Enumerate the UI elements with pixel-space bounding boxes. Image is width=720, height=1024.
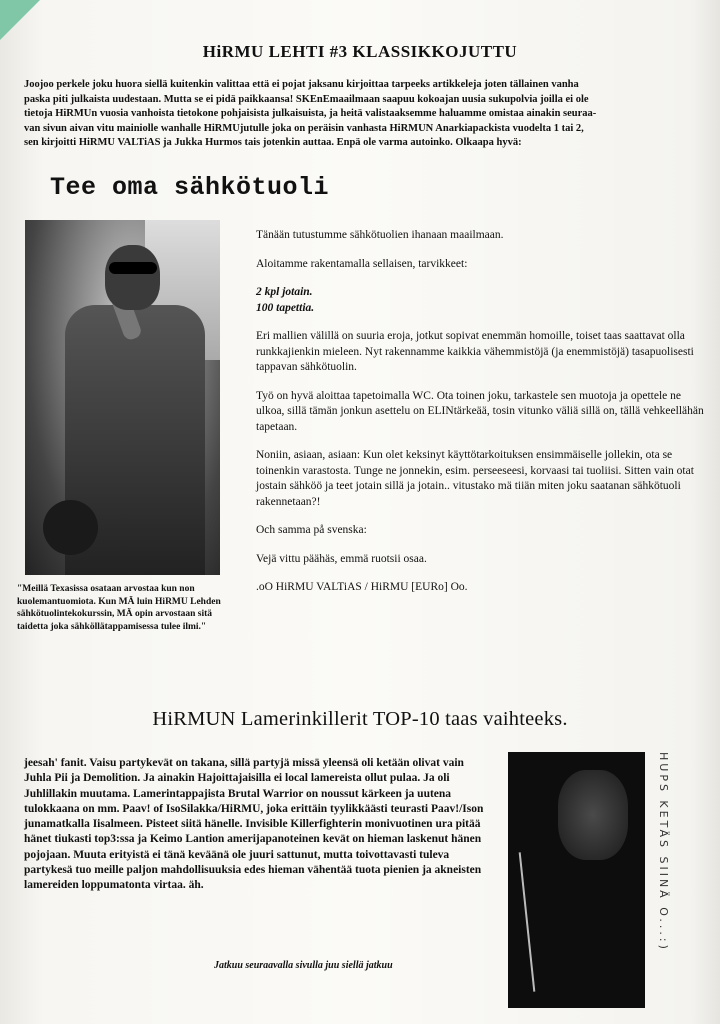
ingredient-item: 2 kpl jotain. bbox=[256, 286, 313, 298]
intro-text bbox=[24, 78, 692, 151]
article-signature: .oO HiRMU VALTiAS / HiRMU [EURo] Oo. bbox=[256, 581, 468, 593]
article-paragraph: Och samma på svenska: bbox=[256, 524, 367, 536]
page-headline: HiRMU LEHTI #3 KLASSIKKOJUTTU bbox=[202, 42, 518, 61]
photo-figure-head bbox=[105, 245, 160, 310]
article-paragraph: Vejä vittu päähäs, emmä ruotsii osaa. bbox=[256, 552, 427, 565]
article-paragraph: Noniin, asiaan, asiaan: Kun olet keksinyt käyttötarkoituksen ensimmäiselle jollekin, ota se toinenkin varastosta. Tunge ne jonnekin, esim. perseeseesi, korvaasi tai tuoliisi. Sitten vain otat jostain sähköö ja teet jotain sillä ja jotain.. vitustako mä tiiän miten joku saatanan sähkötuoli rakennetaan?! bbox=[256, 449, 694, 508]
photo-man-with-sunglasses bbox=[25, 220, 220, 575]
article-paragraph: Eri mallien välillä on suuria eroja, jotkut sopivat enemmän homoille, toiset taas saattavat olla runkkajienkin mieleen. Nyt rakennamme kaikkia vähemmistöjä (ja enemmistöjä) tasapuolisesti tappavan sähkötuolin. bbox=[256, 330, 694, 373]
intro-line: van sivun aivan vitu mainiolle wanhalle HiRMUjutulle joka on peräisin vanhasta HiRMUN Anarkiapackista vuodelta 1 tai 2, bbox=[24, 122, 584, 134]
ingredient-item: 100 tapettia. bbox=[256, 301, 315, 314]
article-paragraph: Työ on hyvä aloittaa tapetoimalla WC. Ota toinen joku, tarkastele sen muotoja ja opettele ne ulkoa, sillä tämän jonkun asettelu on ELINtärkeää, tosin vitunko väliä sillä on, tällä vehkeellähän tapetaan. bbox=[256, 389, 704, 433]
photo-sunglasses bbox=[109, 262, 157, 274]
article-paragraph: Aloitamme rakentamalla sellaisen, tarvikkeet: bbox=[256, 257, 468, 270]
intro-line: paska piti julkaista uudestaan. Mutta se ei pidä paikkaansa! SKEnEmaailmaan saapuu kokoajan uusia sukupolvia joilla ei ole bbox=[24, 93, 589, 105]
section-title: HiRMUN Lamerinkillerit TOP-10 taas vaihteeks. bbox=[152, 708, 568, 730]
section-title: Tee oma sähkötuoli bbox=[50, 173, 330, 202]
intro-line: tietoja HiRMUn vuosia vanhoista tietokone pohjaisista julkaisuista, ja heitä valistaaksemme haluamme omistaa ainakin seuraa- bbox=[24, 108, 597, 119]
intro-line: Joojoo perkele joku huora siellä kuitenkin valittaa että ei pojat jaksanu kirjoittaa tarpeeks artikkeleja joten tällainen vanha bbox=[24, 79, 579, 90]
article-body: jeesah' fanit. Vaisu partykevät on takana, sillä partyjä missä yleensä oli ketään olivat vain Juhla Pii ja Demolition. Ja ainakin Hajoittajaisilla ei local lamereista ollut pulaa. Ja oli Juhlillakin muutama. Lamerintappajista Brutal Warrior on noussut kärkeen ja uutena tulokkaana on mm. Paav! of IsoSilakka/HiRMU, joka erittäin tyylikkäästi teurasti Paav!/Ison junamatkalla Iisalmeen. Pisteet siitä hänelle. Invisible Killerfighterin monivuotinen ura pitää hänet tiukasti top3:ssa ja Keimo Lantion amerijapanoteinen kevät on hieman laskenut hänen pojojaan. Muuta erityistä ei tänä keväänä ole juuri sattunut, mutta toivottavasti tuleva partykesä tuo meille paljon mahdollisuuksia edes hieman vähentää tuota pienien ja akneisten lamereiden loppumatonta virtaa. äh. bbox=[24, 757, 484, 892]
article-body bbox=[256, 228, 704, 609]
photo-stick bbox=[519, 852, 536, 991]
photo-figure bbox=[558, 770, 628, 860]
photo-caption: "Meillä Texasissa osataan arvostaa kun non kuolemantuomiota. Kun MÄ luin HiRMU Lehden sähkötuolintekokurssin, MÄ opin arvostaan sitä taidetta joka sähköllätappamisessa tulee ilmi." bbox=[17, 584, 221, 632]
continue-note: Jatkuu seuraavalla sivulla juu siellä jatkuu bbox=[214, 960, 393, 971]
photo-helmet bbox=[43, 500, 98, 555]
intro-line: sen kirjoitti HiRMU VALTiAS ja Jukka Hurmos tais jotenkin auttaa. Enpä ole varma autoinko. Olkaapa hyvä: bbox=[24, 137, 522, 148]
photo-dark-figure bbox=[508, 752, 645, 1008]
handwritten-note: HUPS KETÄS SIINÄ O...:) bbox=[657, 752, 670, 952]
ingredient-list bbox=[256, 285, 704, 316]
article-paragraph: Tänään tutustumme sähkötuolien ihanaan maailmaan. bbox=[256, 229, 504, 241]
